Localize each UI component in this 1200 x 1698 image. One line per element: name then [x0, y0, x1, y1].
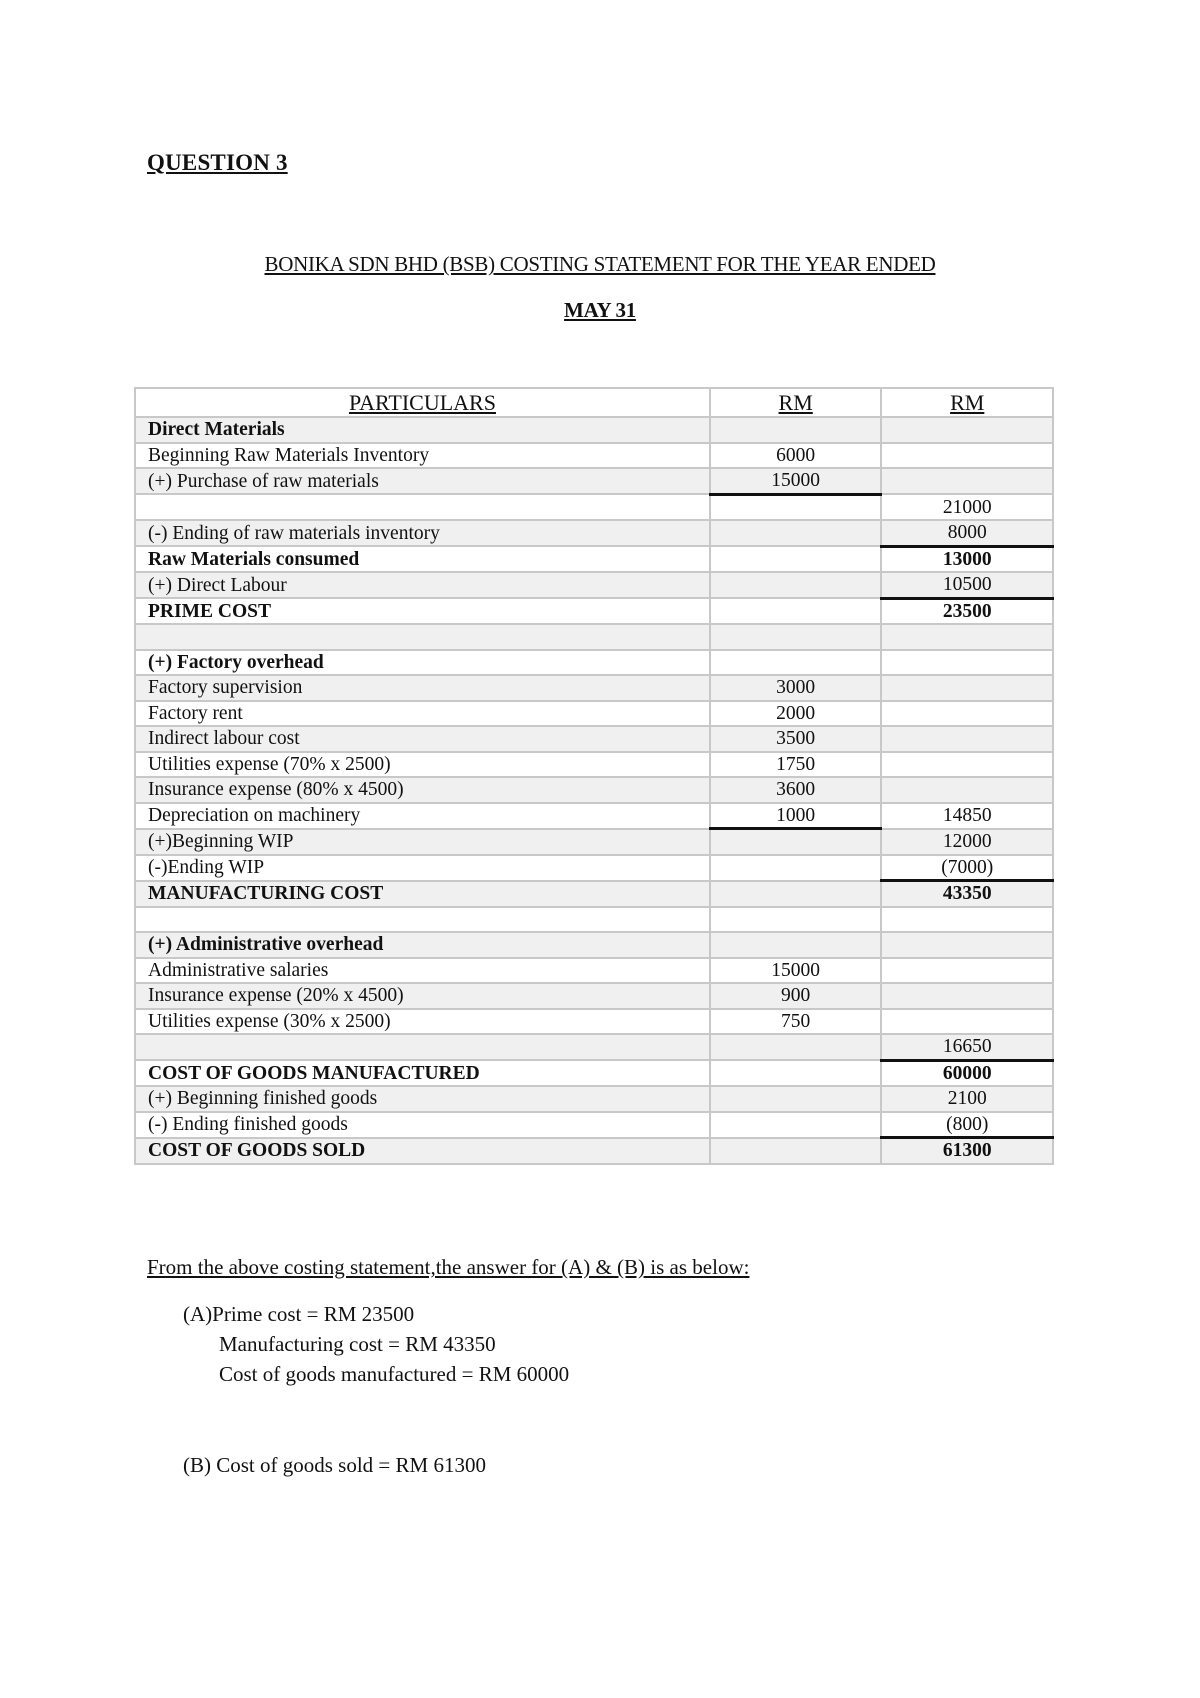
- particulars-cell: (+)Beginning WIP: [135, 829, 710, 855]
- table-row: [135, 932, 1053, 958]
- table-row: [135, 624, 1053, 650]
- rm-cell: [881, 624, 1053, 650]
- rm-cell: [710, 417, 882, 443]
- particulars-cell: MANUFACTURING COST: [135, 881, 710, 907]
- particulars-cell: Indirect labour cost: [135, 726, 710, 752]
- table-row: [135, 803, 1053, 829]
- table-row: [135, 417, 1053, 443]
- table-body: [135, 417, 1053, 1164]
- particulars-cell: Factory rent: [135, 701, 710, 727]
- answer-a-prime-cost: (A)Prime cost = RM 23500: [183, 1302, 415, 1326]
- rm-cell: 750: [710, 1009, 882, 1035]
- particulars-cell: Direct Materials: [135, 417, 710, 443]
- table-row: [135, 701, 1053, 727]
- table-row: [135, 907, 1053, 933]
- rm-cell: 15000: [710, 958, 882, 984]
- rm-cell: [881, 675, 1053, 701]
- particulars-cell: (-) Ending finished goods: [135, 1112, 710, 1138]
- particulars-cell: Factory supervision: [135, 675, 710, 701]
- particulars-cell: (+) Purchase of raw materials: [135, 468, 710, 494]
- particulars-cell: COST OF GOODS MANUFACTURED: [135, 1060, 710, 1086]
- rm-cell: [881, 777, 1053, 803]
- rm-cell: [710, 1034, 882, 1060]
- rm-cell: [881, 958, 1053, 984]
- rm-cell: [710, 650, 882, 676]
- rm-cell: 900: [710, 983, 882, 1009]
- particulars-cell: [135, 494, 710, 520]
- table-row: [135, 494, 1053, 520]
- rm-cell: [881, 752, 1053, 778]
- rm-cell: [710, 598, 882, 624]
- table-row: [135, 598, 1053, 624]
- table-row: [135, 777, 1053, 803]
- particulars-cell: Insurance expense (20% x 4500): [135, 983, 710, 1009]
- rm-cell: [710, 907, 882, 933]
- rm-cell: 43350: [881, 881, 1053, 907]
- particulars-cell: [135, 1034, 710, 1060]
- table-row: [135, 1060, 1053, 1086]
- rm-cell: [710, 1112, 882, 1138]
- particulars-cell: (+) Direct Labour: [135, 572, 710, 598]
- table-row: [135, 1138, 1053, 1164]
- particulars-cell: Insurance expense (80% x 4500): [135, 777, 710, 803]
- statement-title: BONIKA SDN BHD (BSB) COSTING STATEMENT FOR THE YEAR ENDED: [264, 252, 936, 276]
- header-rm-2: RM: [881, 388, 1053, 417]
- header-particulars: PARTICULARS: [135, 388, 710, 417]
- table-row: [135, 983, 1053, 1009]
- rm-cell: [881, 417, 1053, 443]
- rm-cell: [710, 494, 882, 520]
- particulars-cell: (+) Beginning finished goods: [135, 1086, 710, 1112]
- rm-cell: 2100: [881, 1086, 1053, 1112]
- rm-cell: [710, 1138, 882, 1164]
- rm-cell: [710, 855, 882, 881]
- table-row: [135, 752, 1053, 778]
- rm-cell: 15000: [710, 468, 882, 494]
- costing-statement-table: [134, 387, 1054, 1165]
- rm-cell: 1750: [710, 752, 882, 778]
- header-rm-1: RM: [710, 388, 882, 417]
- rm-cell: [710, 624, 882, 650]
- rm-cell: [710, 1086, 882, 1112]
- rm-cell: [710, 1060, 882, 1086]
- rm-cell: [881, 650, 1053, 676]
- rm-cell: [710, 881, 882, 907]
- particulars-cell: Beginning Raw Materials Inventory: [135, 443, 710, 469]
- particulars-cell: (-) Ending of raw materials inventory: [135, 520, 710, 546]
- table-row: [135, 881, 1053, 907]
- rm-cell: 3500: [710, 726, 882, 752]
- rm-cell: [881, 701, 1053, 727]
- particulars-cell: (+) Factory overhead: [135, 650, 710, 676]
- table-row: [135, 1086, 1053, 1112]
- table-row: [135, 546, 1053, 572]
- table-row: [135, 1112, 1053, 1138]
- particulars-cell: COST OF GOODS SOLD: [135, 1138, 710, 1164]
- particulars-cell: Utilities expense (30% x 2500): [135, 1009, 710, 1035]
- rm-cell: 21000: [881, 494, 1053, 520]
- rm-cell: [881, 468, 1053, 494]
- rm-cell: [710, 572, 882, 598]
- rm-cell: [881, 932, 1053, 958]
- rm-cell: 16650: [881, 1034, 1053, 1060]
- rm-cell: 6000: [710, 443, 882, 469]
- rm-cell: [881, 983, 1053, 1009]
- particulars-cell: Raw Materials consumed: [135, 546, 710, 572]
- table-header-row: [135, 388, 1053, 417]
- answer-intro: From the above costing statement,the answer for (A) & (B) is as below:: [147, 1255, 750, 1279]
- particulars-cell: [135, 624, 710, 650]
- answer-a-manufacturing-cost: Manufacturing cost = RM 43350: [219, 1332, 496, 1356]
- rm-cell: 13000: [881, 546, 1053, 572]
- particulars-cell: Utilities expense (70% x 2500): [135, 752, 710, 778]
- table-row: [135, 468, 1053, 494]
- rm-cell: 2000: [710, 701, 882, 727]
- rm-cell: [710, 829, 882, 855]
- rm-cell: (7000): [881, 855, 1053, 881]
- table-row: [135, 1034, 1053, 1060]
- particulars-cell: (-)Ending WIP: [135, 855, 710, 881]
- rm-cell: [881, 726, 1053, 752]
- table-row: [135, 829, 1053, 855]
- rm-cell: 61300: [881, 1138, 1053, 1164]
- statement-title-date: MAY 31: [564, 298, 636, 322]
- rm-cell: [710, 520, 882, 546]
- table-row: [135, 675, 1053, 701]
- question-label: QUESTION 3: [147, 150, 288, 175]
- rm-cell: 1000: [710, 803, 882, 829]
- rm-cell: (800): [881, 1112, 1053, 1138]
- table-row: [135, 1009, 1053, 1035]
- table-row: [135, 520, 1053, 546]
- answer-a-cogm: Cost of goods manufactured = RM 60000: [219, 1362, 570, 1386]
- rm-cell: [710, 546, 882, 572]
- rm-cell: 8000: [881, 520, 1053, 546]
- table-row: [135, 855, 1053, 881]
- particulars-cell: (+) Administrative overhead: [135, 932, 710, 958]
- rm-cell: [881, 1009, 1053, 1035]
- table-row: [135, 650, 1053, 676]
- rm-cell: 3000: [710, 675, 882, 701]
- rm-cell: 12000: [881, 829, 1053, 855]
- rm-cell: 14850: [881, 803, 1053, 829]
- table-row: [135, 958, 1053, 984]
- rm-cell: [881, 907, 1053, 933]
- rm-cell: 60000: [881, 1060, 1053, 1086]
- table-row: [135, 726, 1053, 752]
- particulars-cell: Depreciation on machinery: [135, 803, 710, 829]
- table-row: [135, 572, 1053, 598]
- rm-cell: 23500: [881, 598, 1053, 624]
- particulars-cell: Administrative salaries: [135, 958, 710, 984]
- rm-cell: [710, 932, 882, 958]
- answer-b-cogs: (B) Cost of goods sold = RM 61300: [183, 1453, 486, 1477]
- rm-cell: 3600: [710, 777, 882, 803]
- rm-cell: 10500: [881, 572, 1053, 598]
- rm-cell: [881, 443, 1053, 469]
- particulars-cell: [135, 907, 710, 933]
- table-row: [135, 443, 1053, 469]
- particulars-cell: PRIME COST: [135, 598, 710, 624]
